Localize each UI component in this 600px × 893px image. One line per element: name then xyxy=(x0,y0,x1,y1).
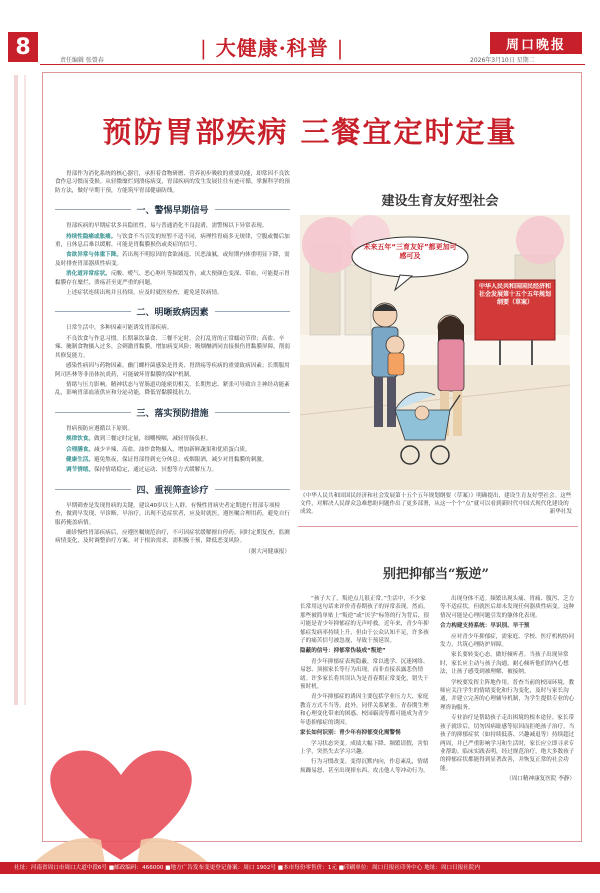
paragraph: 学校要发挥主阵地作用。普查当前的校园环境，教师应关注学生的情绪变化和行为变化，及时与家长沟通，并建立完善的心理辅导机制，为学生提供专业的心理咨询服务。 xyxy=(440,679,575,711)
paragraph-text: 减少辛辣、高盐、油炸食物摄入，增加新鲜蔬果和优质蛋白质。 xyxy=(93,446,251,453)
section-heading xyxy=(55,406,290,419)
intro-paragraph: 胃部作为消化系统的核心器官，承担着食物研磨、营养初步吸收的重要功能，却常因不良饮食作息习惯而受损。从轻微糜烂到溃疡病变，胃部疾病的发生发展往往有迹可循。掌握科学的预防方法，做好早期干预，方能筑牢胃部健康防线。 xyxy=(55,171,290,194)
paragraph: 专业治疗是帮助孩子走出困境的根本途径。家长带孩子就诊后，切勿因病耻感等原因而拒绝孩子治疗。当孩子的抑郁症状（如持续低落、兴趣减退等）持续超过两周，并已严重影响学习和生活时，家长应立即寻求专业帮助。临床实践表明，经过规范治疗，绝大多数孩子的抑郁症状都能得到显著改善，并恢复正常的社会功能。 xyxy=(440,715,575,772)
highlight: 调节情绪。 xyxy=(66,467,94,474)
editor-line: 责任编辑 张曾春 xyxy=(60,57,104,64)
section-heading xyxy=(55,305,290,318)
article2-column-left xyxy=(300,595,430,777)
paragraph: 确诊慢性胃部疾病后，应遵医嘱规范治疗，不可因症状缓解擅自停药。同时定期复查，监测病情变化，及时调整治疗方案。对于根治需求，需积极干预，降低恶变风险。 xyxy=(55,529,290,545)
paragraph: 青少年抑郁症的诱因主要包括学业压力大、家庭教育方式不当等。此外，同伴关系紧张、青春期生理和心理变化带来的困惑、校园霸凌等都可能成为青少年患抑郁症的诱因。 xyxy=(300,694,429,726)
paragraph: 家长要转变心态，做好倾听者。当孩子出现异常时，家长应主动与孩子沟通，耐心倾听他们的内心想法，让孩子感受到被理解、被接纳。 xyxy=(440,652,569,676)
article-signature: （据大河健康报） xyxy=(245,548,290,555)
paragraph: 出现身体不适。频繁出现头痛、胃痛、腹泻、乏力等不适症状，但就医后却未发现任何器质性病变。这种情况可能是心理问题引发的躯体化表现。 xyxy=(440,596,575,619)
section-heading-text: 一、警惕早期信号 xyxy=(136,206,209,217)
highlight: 规律饮食。 xyxy=(66,436,94,443)
highlight: 健康生活。 xyxy=(66,456,94,463)
section-heading-text: 二、明晰致病因素 xyxy=(136,308,209,319)
family-cartoon-illustration xyxy=(300,215,570,490)
headline: 预防胃部疾病 三餐宜定时定量 xyxy=(102,115,518,149)
article2-column-right xyxy=(440,595,575,784)
paragraph xyxy=(55,466,290,474)
paragraph xyxy=(55,251,290,268)
subheading: 隐蔽的信号：抑郁常伪装成“叛逆” xyxy=(300,648,386,655)
paragraph: 情绪与压力影响。精神状态与胃肠道功能密切相关，长期焦虑、紧张可导致自主神经功能紊乱，影响胃部血液供应和分泌功能，降低胃黏膜抵抗力。 xyxy=(55,381,290,397)
subheading: 合力构建支持系统：早识别、早干预 xyxy=(440,623,530,630)
paragraph-text: 与饮食不当引发的短暂不适不同，病理性胃痛多无规律，空腹或餐后加重，且休息后难以缓解，可能是胃黏膜损伤或炎症的信号。 xyxy=(55,233,290,249)
paragraph: 学习状态突变。成绩大幅下降、频繁请假，害怕上学，突然失去学习兴趣。 xyxy=(300,740,429,755)
highlight: 合理膳食。 xyxy=(66,446,94,453)
paragraph-text: 保持情绪稳定，通过运动、冥想等方式缓解压力。 xyxy=(93,467,218,474)
paragraph: 不良饮食与作息习惯。长期暴饮暴食、三餐不定时，会打乱胃的正常蠕动节律；高盐、辛辣、腌制食物摄入过多，会刺激胃黏膜，增加病变风险；吸烟酗酒同直接损伤胃黏膜屏障，削弱其修复能力。 xyxy=(55,335,290,359)
highlight: 食欲异常与体重下降。 xyxy=(66,252,122,259)
cartoon-caption xyxy=(300,492,572,516)
footer-bar: 社址：河南省周口市周口大道中段6号 ■邮政编码：466000 ■地方广告发布变更登记备案：周口 1902号 ■本市每份零售价：1元 ■印刷单位：周口日报社印务中心 地址：周口日报社院内 xyxy=(0,862,600,874)
paragraph xyxy=(55,456,290,464)
heart-hands-illustration xyxy=(6,720,236,870)
section-heading xyxy=(55,203,290,216)
highlight: 消化道异常症状。 xyxy=(66,271,111,278)
caption-text: 《中华人民共和国国民经济和社会发展第十五个五年规划纲要（草案）》明确提出，建设生育友好型社会。这些文件，对解决人民群众急难愁盼问题作出了更多部署，从这一个个“点”就可以看到新时代中国式现代化建设的成效。 xyxy=(300,493,572,515)
caption-credit: 新华社发 xyxy=(549,509,572,515)
paragraph: 上述症状连续出现并且持续，应及时就医检查，避免延误病情。 xyxy=(66,290,223,297)
paragraph: 胃病预防应遵循以下原则。 xyxy=(66,425,134,432)
paragraph: 应对青少年抑郁症，需家庭、学校、医疗机构协同发力，共筑心理防护屏障。 xyxy=(440,633,575,649)
paragraph: “孩子大了，叛逆点儿很正常。”生活中，不少家长常用这句话来评价青春期孩子的异常表现。然而，那些被简单贴上“叛逆”或“厌学”标签的行为背后，很可能是青少年抑郁症的无声呼救。近年来，青少年抑郁症发病率持续上升，但由于公众认知不足，许多孩子的痛苦信号被忽视，导致干预延误。 xyxy=(300,596,430,645)
date-line: 2026年3月10日 星期二 xyxy=(470,57,535,64)
paragraph: 感染性病因与药物因素。幽门螺杆菌感染是胃炎、胃溃疡等疾病的重要致病因素；长期服用阿司匹林等非甾体抗炎药，可能破坏胃黏膜的保护机制。 xyxy=(55,363,290,378)
paragraph-text: 避免熬夜，保证胃部得到充分休息；戒烟限酒，减少对胃黏膜的刺激。 xyxy=(93,456,268,463)
article2-title: 别把抑郁当“叛逆” xyxy=(383,567,489,582)
section-title: | 大健康·科普 | xyxy=(200,36,345,60)
stomach-article xyxy=(55,170,290,556)
subheading: 家长如何识别：青少年有抑郁变化需警惕 xyxy=(300,730,401,737)
billboard-text: 中华人民共和国国民经济和社会发展第十五个五年规划纲要（草案） xyxy=(478,283,551,306)
paragraph: 青少年抑郁症表现隐蔽，常以逃学、沉迷网络、易怒、顶撞家长等行为出现，而非直接表露悲伤情绪。许多家长将其误认为是青春期正常变化，错失干预时机。 xyxy=(300,658,429,691)
page-number: 8 xyxy=(8,32,38,62)
speech-bubble-text: 未来五年“三育友好”都更加可感可及 xyxy=(363,243,457,260)
top-rule xyxy=(40,64,585,65)
cartoon-title: 建设生育友好型社会 xyxy=(381,194,499,209)
newspaper-brand: 周口晚报 xyxy=(490,32,582,54)
paragraph-text: 做到三餐定时定量，细嚼慢咽，减轻胃肠负担。 xyxy=(93,436,212,443)
section-heading xyxy=(55,483,290,496)
side-decoration xyxy=(10,75,38,705)
section-heading-text: 三、落实预防措施 xyxy=(136,408,209,419)
highlight: 持续性隐痛或胀痛。 xyxy=(66,233,117,240)
section-heading-text: 四、重视筛查诊疗 xyxy=(136,485,209,496)
paragraph-text: 反酸、嗳气、恶心呕吐等频繁发作，或大便颜色变深、带血，可能提示胃黏膜存在糜烂、溃疡甚至更严重的问题。 xyxy=(55,271,290,286)
paragraph: 早期筛查是发现胃病的关键。建议40岁以上人群、有慢性胃病史者定期进行胃部专项检查，做到早发现、早诊断、早治疗。出现不适症状者，应及时就医，遵医嘱合理用药，避免自行服药掩盖病情。 xyxy=(55,502,290,526)
column-divider xyxy=(298,526,578,527)
paragraph-text: 若出现不明原因的食欲减退、厌恶油腻，或短期内体重明显下降，需及时排查胃部器质性病变。 xyxy=(55,252,290,267)
section-title-text: 大健康·科普 xyxy=(215,36,329,60)
article2-signature: （周口精神康复医院 李静） xyxy=(506,776,575,783)
paragraph xyxy=(55,435,290,443)
paragraph: 行为习惯改变。变得沉默内向，作息紊乱，情绪烦躁易怒，甚至出现摔东西、攻击他人等冲动行为。 xyxy=(300,759,429,774)
paragraph: 日常生活中，多种因素可能诱发胃部疾病。 xyxy=(66,325,173,332)
paragraph: 胃部疾病的早期症状多具隐匿性，易与普通消化不良混淆，需警惕以下异常表现。 xyxy=(66,223,268,230)
paragraph xyxy=(55,270,290,287)
paragraph xyxy=(55,446,290,454)
paragraph xyxy=(55,233,290,250)
